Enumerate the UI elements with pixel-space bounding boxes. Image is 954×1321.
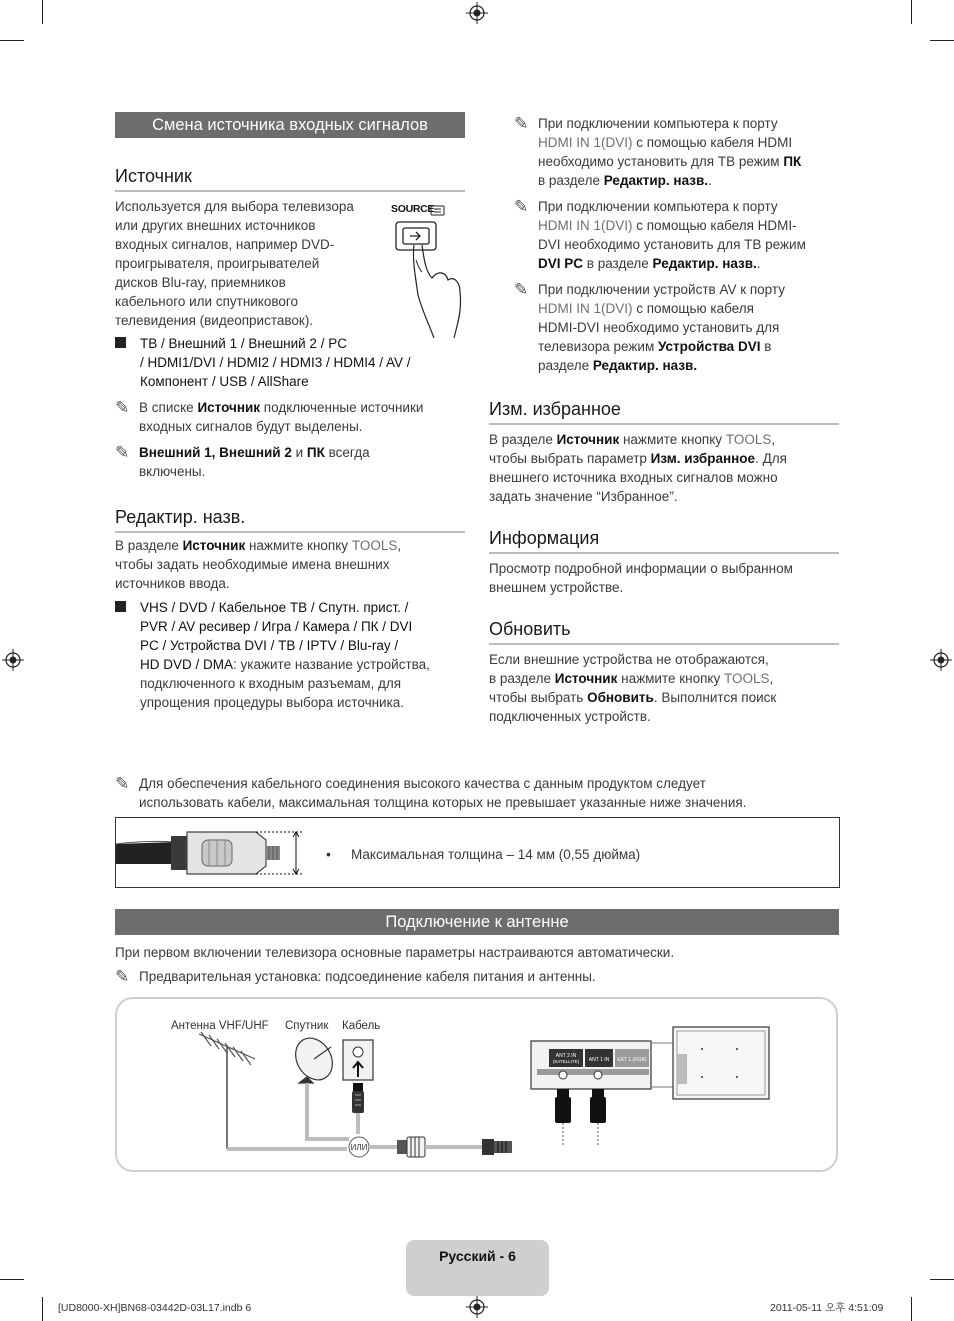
text-bold: Устройства DVI bbox=[657, 339, 761, 354]
text-line: внешнем устройстве. bbox=[489, 580, 624, 595]
text-bold: Редактир. назв. bbox=[592, 358, 698, 373]
text-line: Просмотр подробной информации о выбранном bbox=[489, 561, 793, 576]
port-ant1-label: ANT 1 IN bbox=[588, 1057, 610, 1063]
text: Предварительная установка: подсоединение кабеля питания и антенны. bbox=[139, 969, 596, 984]
text-line: Компонент / USB / AllShare bbox=[140, 374, 309, 389]
tools-key: TOOLS bbox=[723, 671, 770, 686]
cable-thickness-box bbox=[115, 817, 840, 888]
pencil-note-icon: ✎ bbox=[115, 398, 130, 417]
port-label: HDMI IN 1(DVI) bbox=[538, 135, 633, 150]
crop-mark bbox=[930, 40, 954, 41]
port-ant2-sub-label: (SATELLITE) bbox=[552, 1059, 580, 1064]
square-bullet-icon bbox=[115, 337, 126, 348]
text-line: дисков Blu-ray, приемников bbox=[115, 275, 286, 290]
pc-hdmi-note bbox=[514, 114, 844, 190]
text-line: При подключении устройств AV к порту bbox=[538, 282, 785, 297]
text: подключенные источники bbox=[260, 400, 424, 415]
vhf-uhf-antenna-icon bbox=[199, 1032, 255, 1149]
source-hand-icon bbox=[388, 200, 468, 340]
heading-favorites: Изм. избранное bbox=[489, 398, 839, 425]
text-line: При подключении компьютера к порту bbox=[538, 116, 778, 131]
text-line: чтобы задать необходимые имена внешних bbox=[115, 557, 390, 572]
text-line: DVI необходимо установить для ТВ режим bbox=[538, 237, 806, 252]
section-title-source-change: Смена источника входных сигналов bbox=[115, 112, 465, 138]
text: и bbox=[291, 445, 307, 460]
text-bold: ПК bbox=[783, 154, 802, 169]
text-line: Используется для выбора телевизора bbox=[115, 199, 354, 214]
dot-bullet: • bbox=[326, 846, 331, 862]
crop-mark bbox=[0, 1279, 24, 1280]
rename-list-bullet bbox=[115, 598, 475, 712]
text: В списке bbox=[139, 400, 198, 415]
text: с помощью кабеля bbox=[632, 301, 754, 316]
text: . bbox=[756, 256, 761, 271]
port-ext1-label: EXT 1 (RGB) bbox=[617, 1057, 647, 1063]
text-bold: Источник bbox=[182, 538, 246, 553]
text: с помощью кабеля HDMI- bbox=[632, 218, 797, 233]
crop-mark bbox=[0, 40, 24, 41]
text-bold: Обновить bbox=[587, 690, 654, 705]
av-hdmi-dvi-note bbox=[514, 280, 844, 375]
source-remote-illustration bbox=[388, 200, 468, 340]
text-line: внешнего источника входных сигналов можно bbox=[489, 470, 778, 485]
cable-wall-socket-icon bbox=[343, 1040, 373, 1080]
tools-key: TOOLS bbox=[351, 538, 398, 553]
pc-hdmi-dvi-note bbox=[514, 197, 844, 273]
heading-refresh: Обновить bbox=[489, 618, 839, 645]
text: . bbox=[708, 173, 712, 188]
text-line: HDMI-DVI необходимо установить для bbox=[538, 320, 780, 335]
text-line: подключенных устройств. bbox=[489, 709, 651, 724]
text-bold: DVI PC bbox=[538, 256, 584, 271]
text: разделе bbox=[538, 358, 593, 373]
crop-mark bbox=[42, 0, 43, 24]
text: нажмите кнопку bbox=[245, 538, 352, 553]
tv-back-icon bbox=[651, 1027, 769, 1099]
text: , bbox=[769, 671, 774, 686]
source-list-bullet bbox=[115, 334, 470, 391]
text-line: включены. bbox=[139, 464, 206, 479]
text-bold: Источник bbox=[197, 400, 261, 415]
cable-plug-illustration bbox=[116, 818, 306, 889]
tv-antenna-panel bbox=[531, 1041, 651, 1089]
text-line: Для обеспечения кабельного соединения высокого качества с данным продуктом следует bbox=[139, 776, 706, 791]
text-line: входных сигналов будут выделены. bbox=[139, 419, 363, 434]
print-file-meta: [UD8000-XH]BN68-03442D-03L17.indb 6 bbox=[58, 1302, 252, 1314]
text-bold: Изм. избранное bbox=[650, 451, 756, 466]
text-line: PVR / AV ресивер / Игра / Камера / ПК / DVI bbox=[140, 619, 413, 634]
crop-mark bbox=[911, 0, 912, 24]
antenna-note bbox=[115, 967, 845, 986]
registration-mark-icon bbox=[466, 2, 488, 24]
text-line: При подключении компьютера к порту bbox=[538, 199, 778, 214]
heading-info: Информация bbox=[489, 527, 839, 554]
pencil-note-icon: ✎ bbox=[514, 280, 529, 299]
antenna-wiring-illustration bbox=[117, 999, 836, 1170]
text-line: PC / Устройства DVI / ТВ / IPTV / Blu-ray / bbox=[140, 638, 399, 653]
page-number-tab: Русский - 6 bbox=[406, 1240, 549, 1296]
text-line: упрощения процедуры выбора источника. bbox=[140, 695, 405, 710]
cable-thickness-note bbox=[115, 774, 845, 812]
source-note-highlight bbox=[115, 398, 475, 436]
refresh-description bbox=[489, 650, 844, 726]
port-label: HDMI IN 1(DVI) bbox=[538, 218, 633, 233]
pencil-note-icon: ✎ bbox=[115, 443, 130, 462]
text-line: кабельного или спутникового bbox=[115, 294, 299, 309]
text-line: Если внешние устройства не отображаются, bbox=[489, 652, 769, 667]
text: В разделе bbox=[115, 538, 183, 553]
text-line: проигрывателя, проигрывателей bbox=[115, 256, 320, 271]
or-label: ИЛИ bbox=[350, 1143, 368, 1152]
text: , bbox=[771, 432, 776, 447]
text: нажмите кнопку bbox=[617, 671, 724, 686]
favorites-description bbox=[489, 430, 844, 506]
text: : укажите название устройства, bbox=[233, 657, 430, 672]
text-line: задать значение “Избранное”. bbox=[489, 489, 678, 504]
text: чтобы выбрать параметр bbox=[489, 451, 651, 466]
text: с помощью кабеля HDMI bbox=[632, 135, 793, 150]
source-note-always-on bbox=[115, 443, 475, 481]
text-line: подключенного к входным разъемам, для bbox=[140, 676, 402, 691]
heading-source: Источник bbox=[115, 165, 465, 192]
crop-mark bbox=[42, 1297, 43, 1321]
square-bullet-icon bbox=[115, 601, 126, 612]
text-line: использовать кабели, максимальная толщина которых не превышает указанные ниже значения. bbox=[139, 795, 747, 810]
info-description bbox=[489, 559, 844, 597]
satellite-dish-icon bbox=[288, 1031, 339, 1086]
source-button-label: SOURCE bbox=[391, 203, 435, 215]
text: необходимо установить для ТВ режим bbox=[538, 154, 784, 169]
text-bold: Внешний 1, Внешний 2 bbox=[139, 445, 292, 460]
section-title-antenna: Подключение к антенне bbox=[115, 909, 839, 935]
crop-mark bbox=[911, 1297, 912, 1321]
pencil-note-icon: ✎ bbox=[514, 114, 529, 133]
text-bold: HD DVD / DMA bbox=[140, 657, 234, 672]
text: в bbox=[760, 339, 772, 354]
text-bold: ПК bbox=[306, 445, 325, 460]
text-bold: Источник bbox=[556, 432, 620, 447]
text: . Выполнится поиск bbox=[653, 690, 777, 705]
pencil-note-icon: ✎ bbox=[115, 774, 130, 793]
registration-mark-icon bbox=[2, 649, 24, 671]
text: нажмите кнопку bbox=[619, 432, 726, 447]
pencil-note-icon: ✎ bbox=[115, 967, 130, 986]
text-bold: Источник bbox=[554, 671, 618, 686]
registration-mark-icon bbox=[930, 649, 952, 671]
text: В разделе bbox=[489, 432, 557, 447]
antenna-connection-diagram bbox=[115, 997, 838, 1172]
label-cable: Кабель bbox=[342, 1020, 381, 1032]
text-line: ТВ / Внешний 1 / Внешний 2 / PC bbox=[140, 336, 347, 351]
text: телевизора режим bbox=[538, 339, 658, 354]
text-line: VHS / DVD / Кабельное ТВ / Спутн. прист. / bbox=[140, 600, 409, 615]
label-satellite: Спутник bbox=[285, 1020, 329, 1032]
crop-mark bbox=[930, 1279, 954, 1280]
text: в разделе bbox=[583, 256, 653, 271]
label-vhf-uhf-antenna: Антенна VHF/UHF bbox=[171, 1020, 269, 1032]
text-line: или других внешних источников bbox=[115, 218, 316, 233]
heading-rename: Редактир. назв. bbox=[115, 506, 465, 533]
text: в разделе bbox=[538, 173, 604, 188]
text: всегда bbox=[324, 445, 370, 460]
text-line: / HDMI1/DVI / HDMI2 / HDMI3 / HDMI4 / AV / bbox=[140, 355, 411, 370]
pencil-note-icon: ✎ bbox=[514, 197, 529, 216]
text: в разделе bbox=[489, 671, 555, 686]
port-ant2-label: ANT 2 IN bbox=[555, 1053, 577, 1059]
registration-mark-icon bbox=[466, 1296, 488, 1318]
text: . Для bbox=[755, 451, 787, 466]
text-line: входных сигналов, например DVD- bbox=[115, 237, 335, 252]
port-label: HDMI IN 1(DVI) bbox=[538, 301, 633, 316]
rename-description bbox=[115, 536, 470, 593]
max-thickness-text: Максимальная толщина – 14 мм (0,55 дюйма) bbox=[351, 847, 641, 862]
tools-key: TOOLS bbox=[725, 432, 772, 447]
text-line: телевидения (видеоприставок). bbox=[115, 313, 314, 328]
text: , bbox=[397, 538, 402, 553]
text-bold: Редактир. назв. bbox=[652, 256, 757, 271]
text: чтобы выбрать bbox=[489, 690, 588, 705]
text-line: источников ввода. bbox=[115, 576, 230, 591]
antenna-intro: При первом включении телевизора основные параметры настраиваются автоматически. bbox=[115, 945, 675, 960]
text-bold: Редактир. назв. bbox=[603, 173, 709, 188]
source-description bbox=[115, 197, 385, 330]
print-date-meta: 2011-05-11 오후 4:51:09 bbox=[770, 1302, 884, 1314]
